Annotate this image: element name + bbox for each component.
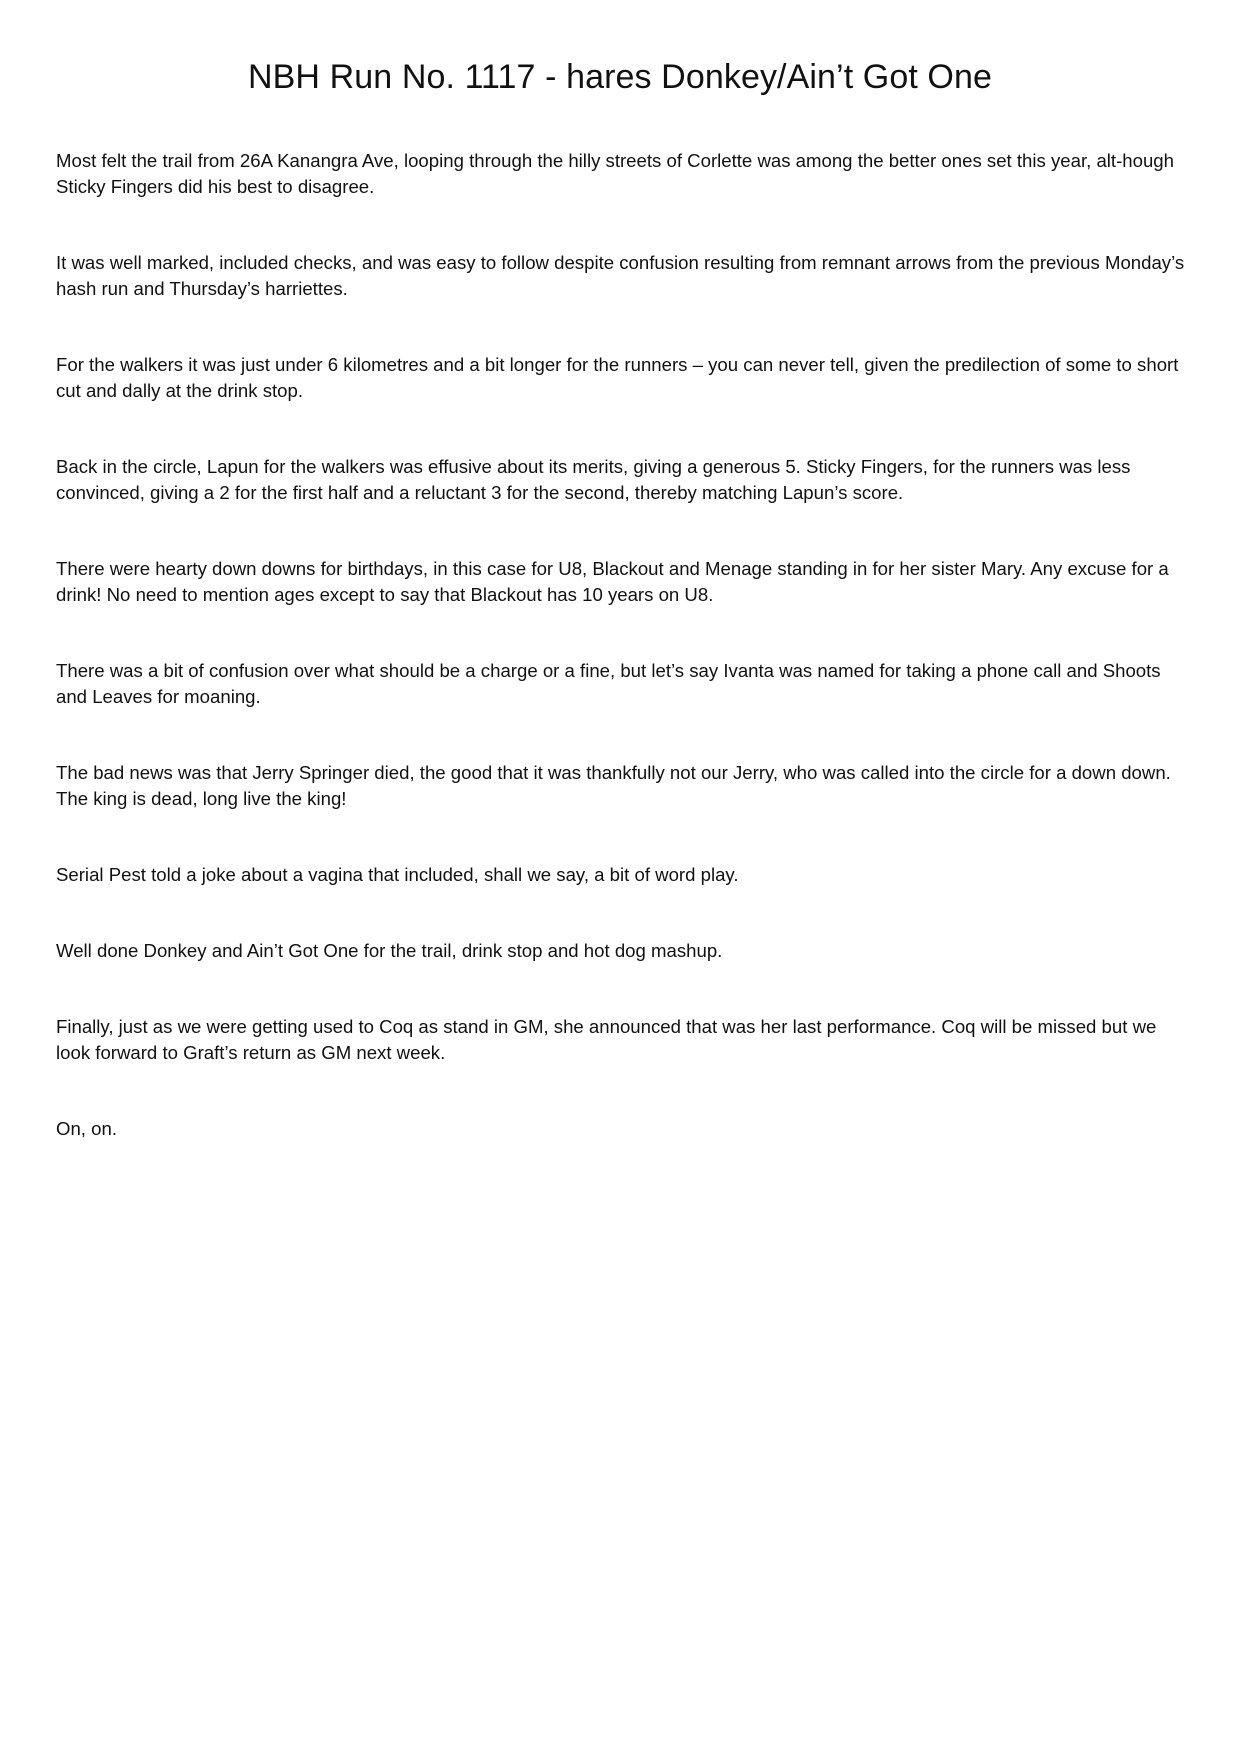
- paragraph-5: There were hearty down downs for birthdays, in this case for U8, Blackout and Menage standing in for her sister Mary. Any excuse for a drink! No need to mention ages except to say that Blackout has 10 years on U8.: [56, 558, 1169, 605]
- paragraph-2: It was well marked, included checks, and was easy to follow despite confusion resulting from remnant arrows from the previous Monday’s hash run and Thursday’s harriettes.: [56, 252, 1185, 299]
- paragraph-7: The bad news was that Jerry Springer died, the good that it was thankfully not our Jerry, who was called into the circle for a down down. The king is dead, long live the king!: [56, 762, 1171, 809]
- paragraph-3: For the walkers it was just under 6 kilometres and a bit longer for the runners – you can never tell, given the predilection of some to short cut and dally at the drink stop.: [56, 354, 1179, 401]
- document-title: NBH Run No. 1117 - hares Donkey/Ain’t Got One: [247, 58, 993, 96]
- paragraph-10: Finally, just as we were getting used to Coq as stand in GM, she announced that was her last performance. Coq will be missed but we look forward to Graft’s return as GM next week.: [56, 1016, 1157, 1063]
- paragraph-4: Back in the circle, Lapun for the walkers was effusive about its merits, giving a generous 5. Sticky Fingers, for the runners was less convinced, giving a 2 for the first half and a reluctant 3 for the second, thereby matching Lapun’s score.: [56, 456, 1131, 503]
- paragraph-8: Serial Pest told a joke about a vagina that included, shall we say, a bit of word play.: [56, 864, 739, 885]
- paragraph-11: On, on.: [56, 1118, 117, 1139]
- document-body: [56, 148, 1188, 1192]
- paragraph-6: There was a bit of confusion over what should be a charge or a fine, but let’s say Ivanta was named for taking a phone call and Shoots and Leaves for moaning.: [56, 660, 1161, 707]
- paragraph-9: Well done Donkey and Ain’t Got One for the trail, drink stop and hot dog mashup.: [56, 940, 723, 961]
- paragraph-1: Most felt the trail from 26A Kanangra Ave, looping through the hilly streets of Corlette was among the better ones set this year, alt-hough Sticky Fingers did his best to disagree.: [56, 150, 1174, 197]
